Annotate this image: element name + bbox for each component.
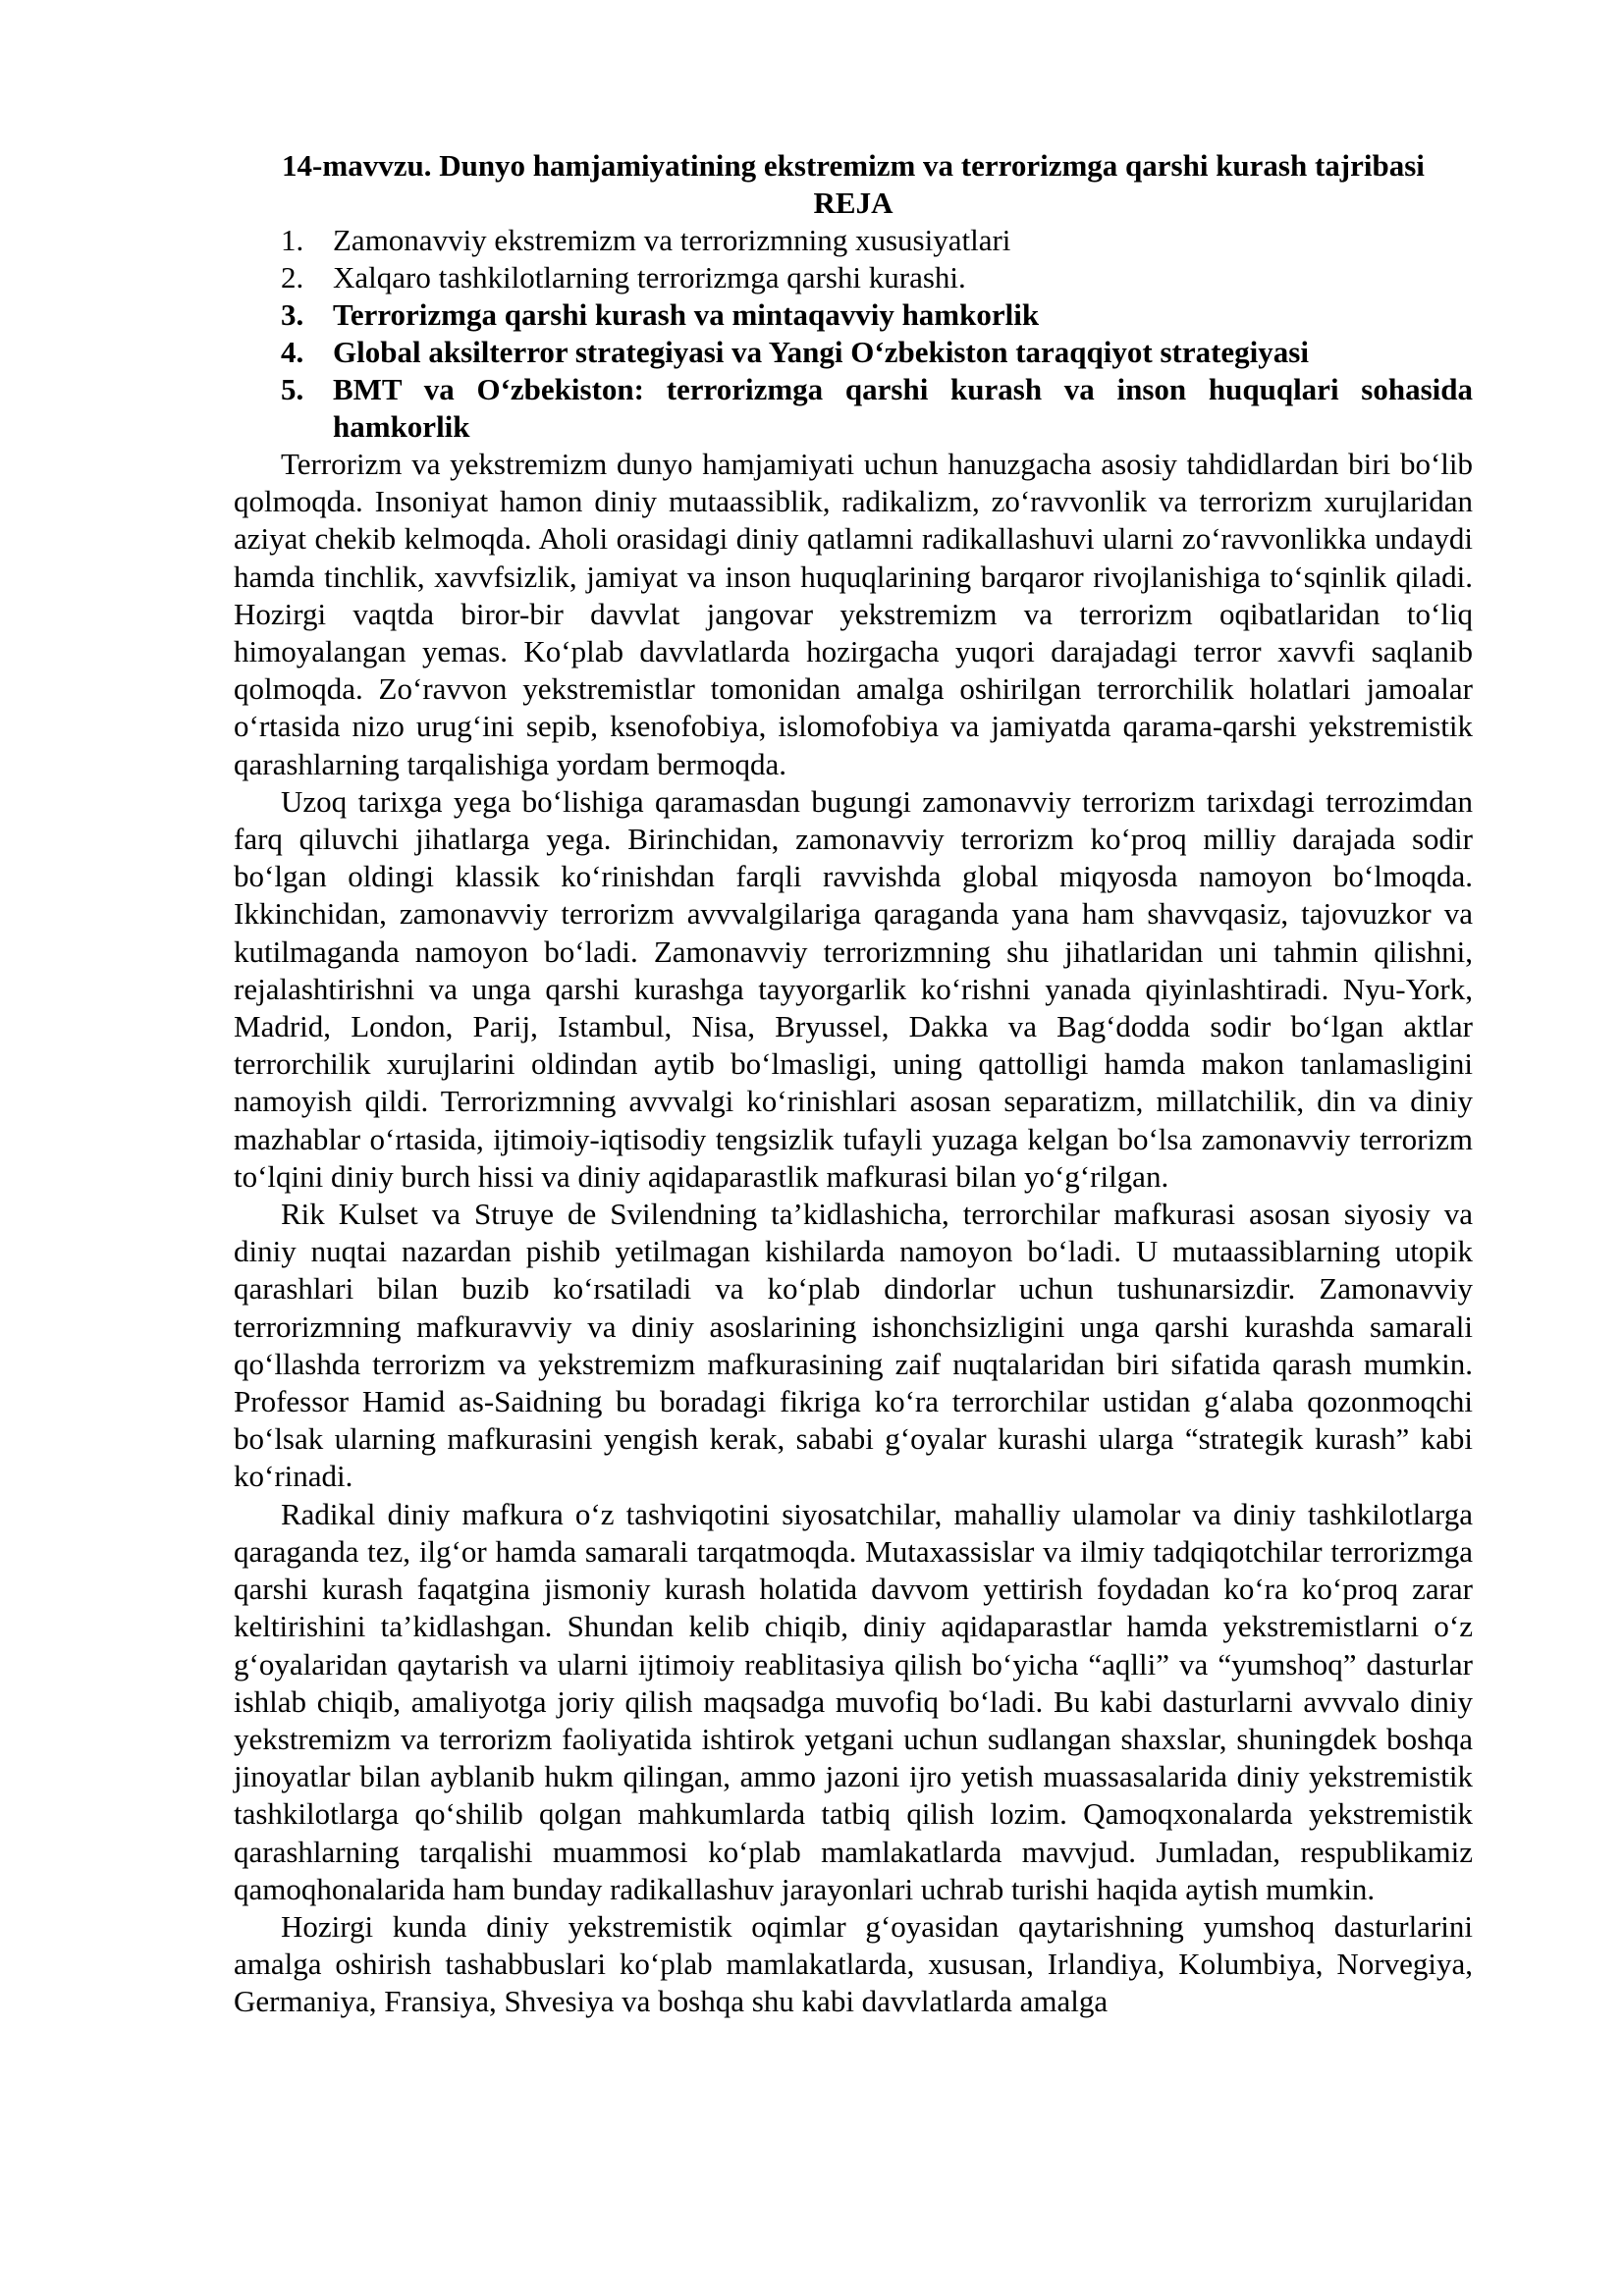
plan-item <box>234 371 1473 446</box>
body-paragraph: Terrorizm va yekstremizm dunyo hamjamiyati uchun hanuzgacha asosiy tahdidlardan biri bo‘lib qolmoqda. Insoniyat hamon diniy mutaassiblik, radikalizm, zo‘ravvonlik va terrorizm xurujlaridan aziyat chekib kelmoqda. Aholi orasidagi diniy qatlamni radikallashuvi ularni zo‘ravvonlikka undaydi hamda tinchlik, xavvfsizlik, jamiyat va inson huquqlarining barqaror rivojlanishiga to‘sqinlik qiladi. Hozirgi vaqtda biror-bir davvlat jangovar yekstremizm va terrorizm oqibatlaridan to‘liq himoyalangan yemas. Ko‘plab davvlatlarda hozirgacha yuqori darajadagi terror xavvfi saqlanib qolmoqda. Zo‘ravvon yekstremistlar tomonidan amalga oshirilgan terrorchilik holatlari jamoalar o‘rtasida nizo urug‘ini sepib, ksenofobiya, islomofobiya va jamiyatda qarama-qarshi yekstremistik qarashlarning tarqalishiga yordam bermoqda. <box>234 447 1473 781</box>
plan-item <box>234 222 1473 259</box>
body-paragraph: Radikal diniy mafkura o‘z tashviqotini siyosatchilar, mahalliy ulamolar va diniy tashkilotlarga qaraganda tez, ilg‘or hamda samarali tarqatmoqda. Mutaxassislar va ilmiy tadqiqotchilar terrorizmga qarshi kurash faqatgina jismoniy kurash holatida davvom yettirish foydadan ko‘ra ko‘proq zarar keltirishini ta’kidlashgan. Shundan kelib chiqib, diniy aqidaparastlar hamda yekstremistlarni o‘z g‘oyalaridan qaytarish va ularni ijtimoiy reablitasiya qilish bo‘yicha “aqlli” va “yumshoq” dasturlar ishlab chiqib, amaliyotga joriy qilish maqsadga muvofiq bo‘ladi. Bu kabi dasturlarni avvvalo diniy yekstremizm va terrorizm faoliyatida ishtirok yetgani uchun sudlangan shaxslar, shuningdek boshqa jinoyatlar bilan ayblanib hukm qilingan, ammo jazoni ijro yetish muassasalarida diniy yekstremistik tashkilotlarga qo‘shilib qolgan mahkumlarda tatbiq qilish lozim. Qamoqxonalarda yekstremistik qarashlarning tarqalishi muammosi ko‘plab mamlakatlarda mavvjud. Jumladan, respublikamiz qamoqhonalarida ham bunday radikallashuv jarayonlari uchrab turishi haqida aytish mumkin. <box>234 1496 1473 1906</box>
plan-heading: REJA <box>813 186 893 220</box>
plan-item-number: 3. <box>281 297 304 332</box>
body-paragraph: Rik Kulset va Struye de Svilendning ta’kidlashicha, terrorchilar mafkurasi asosan siyosiy va diniy nuqtai nazardan pishib yetilmagan kishilarda namoyon bo‘ladi. U mutaassiblarning utopik qarashlari bilan buzib ko‘rsatiladi va ko‘plab dindorlar uchun tushunarsizdir. Zamonavviy terrorizmning mafkuravviy va diniy asoslarining ishonchsizligini unga qarshi kurashda samarali qo‘llashda terrorizm va yekstremizm mafkurasining zaif nuqtalaridan biri sifatida qarash mumkin. Professor Hamid as-Saidning bu boradagi fikriga ko‘ra terrorchilar ustidan g‘alaba qozonmoqchi bo‘lsak ularning mafkurasini yengish kerak, sababi g‘oyalar kurashi ularga “strategik kurash” kabi ko‘rinadi. <box>234 1197 1473 1494</box>
document-page <box>234 147 1473 2021</box>
plan-item-text: Xalqaro tashkilotlarning terrorizmga qarshi kurashi. <box>333 260 966 294</box>
plan-item <box>234 296 1473 334</box>
plan-item-text: BMT va O‘zbekiston: terrorizmga qarshi kurash va inson huquqlari sohasida hamkorlik <box>333 372 1473 444</box>
plan-item-number: 1. <box>281 223 304 257</box>
plan-item <box>234 259 1473 296</box>
plan-item-number: 2. <box>281 260 304 294</box>
document-title: 14-mavvzu. Dunyo hamjamiyatining ekstremizm va terrorizmga qarshi kurash tajribasi <box>282 148 1425 183</box>
plan-item-text: Zamonavviy ekstremizm va terrorizmning xususiyatlari <box>333 223 1011 257</box>
plan-item-text: Global aksilterror strategiyasi va Yangi O‘zbekiston taraqqiyot strategiyasi <box>333 335 1309 369</box>
plan-item-number: 4. <box>281 335 304 369</box>
plan-list <box>234 222 1473 446</box>
plan-item-text: Terrorizmga qarshi kurash va mintaqavviy hamkorlik <box>333 297 1040 332</box>
body-paragraph: Uzoq tarixga yega bo‘lishiga qaramasdan bugungi zamonavviy terrorizm tarixdagi terrozimdan farq qiluvchi jihatlarga yega. Birinchidan, zamonavviy terrorizm ko‘proq milliy darajada sodir bo‘lgan oldingi klassik ko‘rinishdan farqli ravvishda global miqyosda namoyon bo‘lmoqda. Ikkinchidan, zamonavviy terrorizm avvvalgilariga qaraganda yana ham shavvqasiz, tajovuzkor va kutilmaganda namoyon bo‘ladi. Zamonavviy terrorizmning shu jihatlaridan uni tahmin qilishni, rejalashtirishni va unga qarshi kurashga tayyorgarlik ko‘rishni yanada qiyinlashtiradi. Nyu-York, Madrid, London, Parij, Istambul, Nisa, Bryussel, Dakka va Bag‘dodda sodir bo‘lgan aktlar terrorchilik xurujlarini oldindan aytib bo‘lmasligi, uning qattolligi hamda makon tanlamasligini namoyish qildi. Terrorizmning avvvalgi ko‘rinishlari asosan separatizm, millatchilik, din va diniy mazhablar o‘rtasida, ijtimoiy-iqtisodiy tengsizlik tufayli yuzaga kelgan bo‘lsa zamonavviy terrorizm to‘lqini diniy burch hissi va diniy aqidaparastlik mafkurasi bilan yo‘g‘rilgan. <box>234 783 1473 1194</box>
plan-item-number: 5. <box>281 372 304 406</box>
plan-item <box>234 334 1473 371</box>
body-paragraph: Hozirgi kunda diniy yekstremistik oqimlar g‘oyasidan qaytarishning yumshoq dasturlarini amalga oshirish tashabbuslari ko‘plab mamlakatlarda, xususan, Irlandiya, Kolumbiya, Norvegiya, Germaniya, Fransiya, Shvesiya va boshqa shu kabi davvlatlarda amalga <box>234 1908 1473 2019</box>
